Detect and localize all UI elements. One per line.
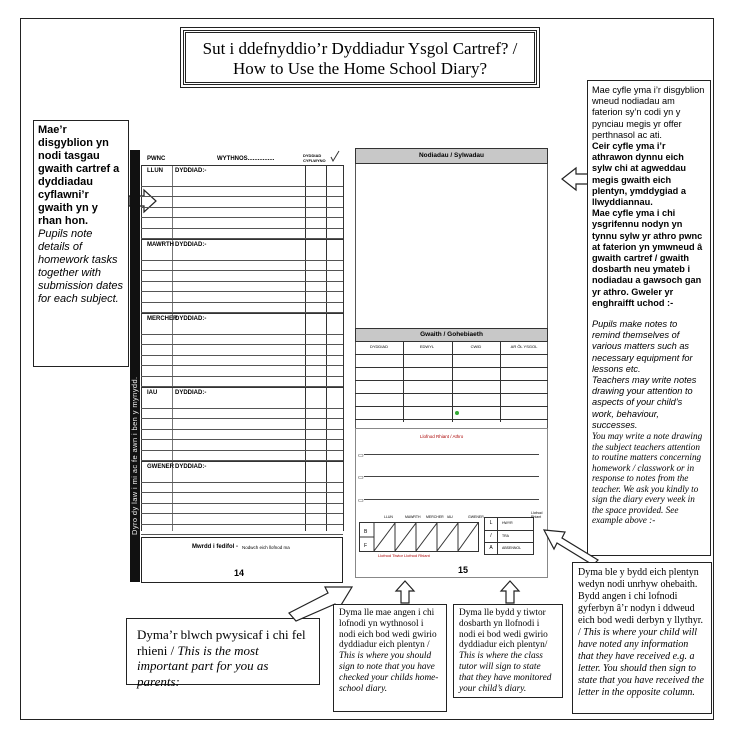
homework-row-line — [141, 334, 343, 335]
day-label-mawrth: MAWRTH — [147, 242, 174, 248]
arrow-up-icon — [395, 580, 415, 604]
notes-english-3: You may write a note drawing the subject teachers attention to routine matters concerning homework / classwork or in response to notes from the teacher. We ask you kindly to sign the diary every week in the space provided. See example above :- — [592, 431, 703, 526]
homework-row-line — [141, 302, 343, 303]
homework-row-line — [141, 228, 343, 229]
homework-row-line — [141, 418, 343, 419]
page-number-left: 14 — [234, 568, 245, 578]
tutor-sign-welsh: Dyma lle bydd y tiwtor dosbarth yn llofnodi i nodi ei bod wedi gwirio dyddiadur eich plentyn/ — [459, 608, 548, 651]
homework-row-line — [141, 503, 343, 504]
grid-vline — [172, 165, 173, 531]
grid-vline — [343, 165, 344, 531]
parent-sign-explanation-box — [333, 604, 447, 712]
day-header-line — [141, 387, 343, 388]
signature-area-heading: Llofnod Rhiant / Athro — [420, 434, 464, 439]
homework-row-line — [141, 365, 343, 366]
notes-welsh-2: Ceir cyfle yma i’r athrawon dynnu eich sylw chi at agweddau megis gwaith eich plentyn, ymddygiad a llwyddiannau. — [592, 141, 686, 208]
tutor-sign-explanation-box — [453, 604, 563, 698]
homework-row-line — [141, 450, 343, 451]
attendance-key: L HWYR / TRA A ABSENNOL — [484, 517, 534, 555]
correspondence-vline — [500, 342, 501, 422]
day-header-line — [141, 461, 343, 462]
correspondence-col-3: AR ÔL YSGOL — [510, 344, 538, 349]
svg-text:B: B — [364, 529, 368, 535]
correspondence-vline — [403, 342, 404, 422]
day-header-line — [141, 165, 343, 166]
svg-text:F: F — [364, 543, 368, 549]
day-header-line — [141, 239, 343, 240]
homework-row-line — [141, 376, 343, 377]
correspondence-english: This is where your child will have noted any information that they have received e.g. a letter. You should then sign to state that you have received the letter in the opposite column. — [578, 627, 704, 698]
notes-english-1: Pupils make notes to remind themselves of various matters such as necessary equipment for lessons etc. — [592, 319, 693, 374]
page-number-right: 15 — [458, 565, 469, 575]
notes-welsh-1: Mae cyfle yma i’r disgyblion wneud nodiadau am faterion sy’n codi yn y pynciau megis yr offer perthnasol ac ati. — [592, 85, 705, 140]
homework-row-line — [141, 408, 343, 409]
homework-note-box — [33, 120, 129, 367]
correspondence-welsh: Dyma ble y bydd eich plentyn wedyn nodi unrhyw ohebaith. Bydd angen i chi lofnodi gyferbyn â’r nodyn i ddweud eich bod wedi derbyn y llythyr. — [578, 567, 703, 626]
homework-note-english: Pupils note details of homework tasks together with submission dates for each subject. — [38, 228, 123, 305]
grid-vline — [326, 165, 327, 531]
diary-spine-text: Dyro dy law i mi ac fe awn i ben y mynydd. — [130, 376, 139, 535]
day-label-iau: IAU — [147, 390, 158, 396]
homework-row-line — [141, 524, 343, 525]
title-line-welsh: Sut i ddefnyddio’r Dyddiadur Ysgol Cartref? / — [202, 39, 518, 58]
parent-sign-sub: Nodwch eich llofnod ma — [242, 545, 290, 550]
correspondence-header: Gwaith / Gohebiaeth — [355, 328, 548, 342]
homework-row-line — [141, 429, 343, 430]
notes-header: Nodiadau / Sylwadau — [355, 148, 548, 164]
homework-row-line — [141, 534, 343, 535]
day-label-mercher: MERCHER — [147, 316, 178, 322]
signature-area: Llofnod Rhiant / Athro ▭ ▭ ▭ LLUN MAWRTH MERCHER IAU GWENER B F L HWYR / TRA A ABSENNOL Llofnod Tiwtor Llofnod Rhiant 15 Llofnod Rhiant — [355, 428, 548, 578]
homework-row-line — [141, 196, 343, 197]
correspondence-col-1: EDWYL — [419, 344, 435, 349]
notes-english-2: Teachers may write notes drawing your attention to aspects of your child’s work, behaviour, successes. — [592, 375, 697, 430]
day-label-llun: LLUN — [147, 168, 163, 174]
homework-row-line — [141, 260, 343, 261]
parent-sign-title: Mwrdd i fedifol - — [192, 544, 238, 550]
notes-welsh-3: Mae cyfle yma i chi ysgrifennu nodyn yn tynnu sylw yr athro pwnc at faterion yn ymwneud â gwaith cartref / gwaith dosbarth neu ymateb i nodiadau a gawsoch gan yr athro. Gweler yr enghraifft uchod :- — [592, 208, 703, 308]
weekday-label: MERCHER — [426, 515, 444, 519]
diary-pwnc-label: PWNC — [147, 156, 166, 162]
day-header-line — [141, 313, 343, 314]
weekly-sign-grid — [359, 522, 479, 552]
homework-row-line — [141, 281, 343, 282]
page-title — [183, 30, 537, 85]
homework-row-line — [141, 217, 343, 218]
diary-submit-label: DYDDIAD CYFLWYNO — [303, 153, 326, 163]
weekday-label: IAU — [447, 515, 453, 519]
tick-icon — [330, 150, 340, 162]
homework-row-line — [141, 291, 343, 292]
homework-row-line — [141, 492, 343, 493]
correspondence-vline — [452, 342, 453, 422]
parents-note-welsh: Dyma’r blwch pwysicaf i chi fel rhieni / — [137, 627, 306, 658]
correspondence-col-2: CWID — [470, 344, 482, 349]
correspondence-explanation-box: Dyma ble y bydd eich plentyn wedyn nodi unrhyw ohebaith. Bydd angen i chi lofnodi gyferbyn â’r nodyn i ddweud eich bod wedi derbyn y llythyr. / This is where your child will have noted any information that they have received e.g. a letter. You should then sign to state that you have received the letter in the opposite column. — [572, 562, 712, 714]
day-date-label: DYDDIAD:- — [175, 390, 207, 396]
homework-row-line — [141, 207, 343, 208]
correspondence-col-0: DYDDIAD — [369, 344, 388, 349]
day-date-label: DYDDIAD:- — [175, 242, 207, 248]
homework-note-welsh: Mae’r disgyblion yn nodi tasgau gwaith cartref a dyddiadau cyflawni’r gwaith yn y rhan hon. — [38, 124, 120, 227]
day-label-gwener: GWENER — [147, 464, 174, 470]
diary-wythnos-label: WYTHNOS................ — [217, 156, 275, 162]
homework-row-line — [141, 439, 343, 440]
tutor-sign-label: Llofnod Tiwtor — [378, 553, 403, 558]
day-date-label: DYDDIAD:- — [175, 464, 207, 470]
parents-note-box — [126, 618, 320, 689]
arrow-up-left-icon — [540, 520, 600, 565]
day-date-label: DYDDIAD:- — [175, 168, 207, 174]
cert-label: Llofnod Rhiant — [531, 511, 543, 519]
parents-note-english: This is the most important part for you as parents: — [137, 642, 269, 689]
homework-row-line — [141, 513, 343, 514]
arrow-up-icon-2 — [500, 580, 520, 604]
homework-row-line — [141, 482, 343, 483]
weekday-label: MAWRTH — [405, 515, 421, 519]
parent-sign-label: Llofnod Rhiant — [404, 553, 430, 558]
parent-sign-english: This is where you should sign to note that you have checked your childs home-school diary. — [339, 651, 439, 694]
homework-row-line — [141, 270, 343, 271]
homework-row-line — [141, 186, 343, 187]
homework-row-line — [141, 355, 343, 356]
notes-explanation-box — [587, 80, 711, 556]
tutor-sign-english: This is where the class tutor will sign to state that they have monitored your child’s diary. — [459, 651, 552, 694]
title-line-english: How to Use the Home School Diary? — [232, 59, 487, 78]
weekday-label: GWENER — [468, 515, 484, 519]
parent-sign-welsh: Dyma lle mae angen i chi lofnodi yn wythnosol i nodi eich bod wedi gwirio dyddiadur eich plentyn / — [339, 608, 437, 651]
grid-vline — [141, 165, 142, 531]
day-date-label: DYDDIAD:- — [175, 316, 207, 322]
grid-vline — [305, 165, 306, 531]
weekday-label: LLUN — [384, 515, 393, 519]
homework-row-line — [141, 344, 343, 345]
